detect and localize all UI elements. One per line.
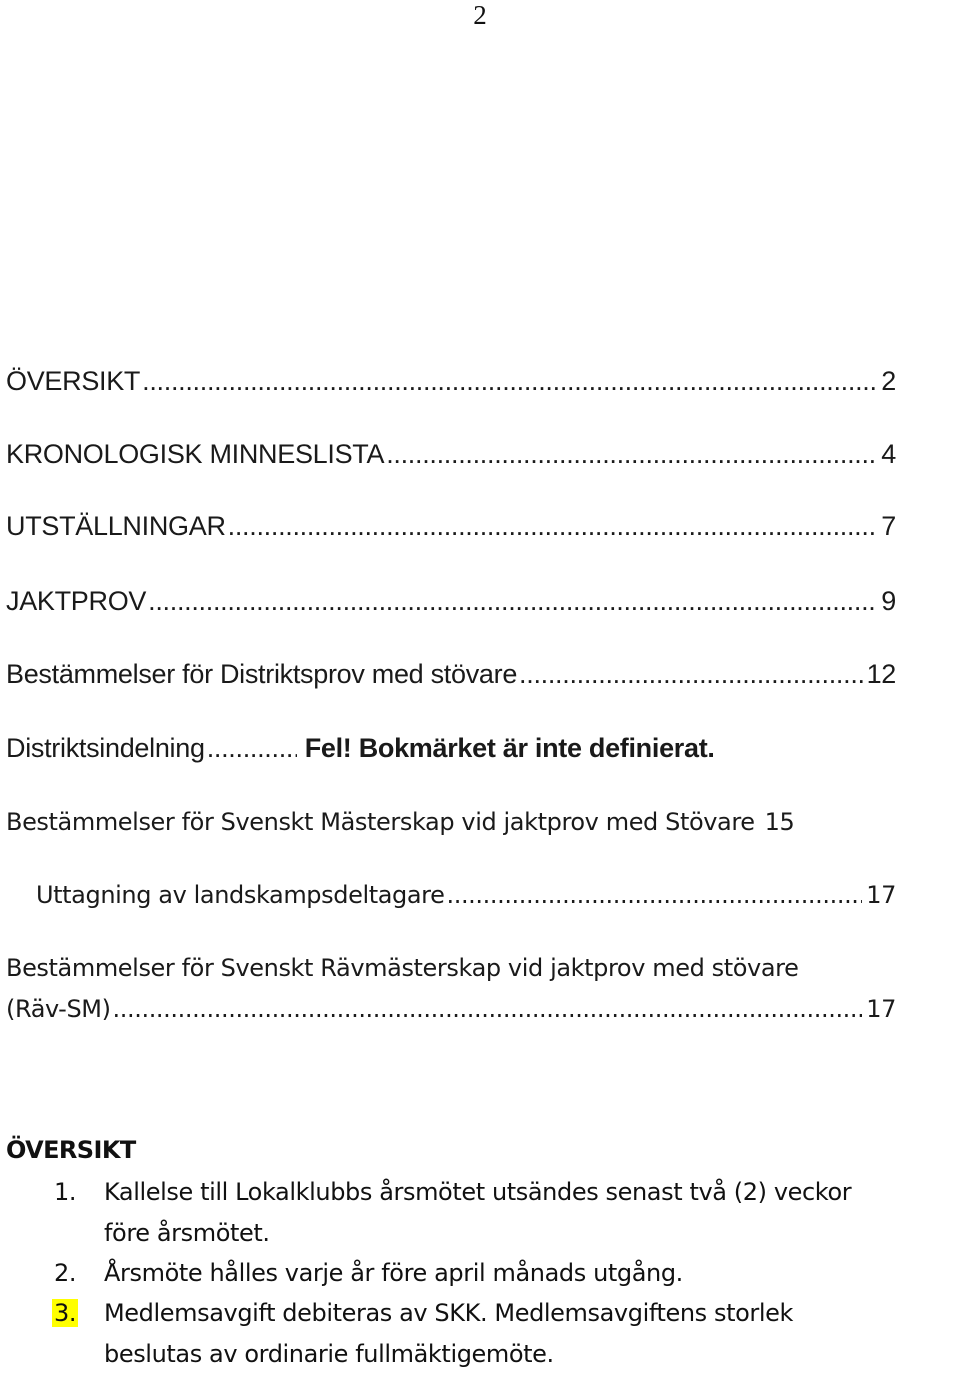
highlighted-list-item-number: 3.: [54, 1299, 77, 1327]
toc-entry-page: 7: [881, 511, 896, 541]
toc-entry-page: 17: [866, 995, 896, 1023]
list-item-text: före årsmötet.: [104, 1219, 270, 1247]
toc-entry[interactable]: [6, 511, 896, 545]
toc-entry-page: 2: [881, 366, 896, 396]
toc-leader-dots: [446, 881, 862, 909]
toc-entry-page: 17: [866, 881, 896, 909]
toc-entry[interactable]: [6, 366, 896, 400]
toc-entry[interactable]: [6, 439, 896, 473]
toc-entry[interactable]: [6, 733, 715, 767]
toc-entry[interactable]: [36, 881, 896, 915]
list-item-text: Medlemsavgift debiteras av SKK. Medlemsavgiftens storlek: [104, 1299, 793, 1327]
toc-entry[interactable]: [6, 586, 896, 620]
toc-entry-page: 15: [764, 808, 795, 836]
toc-bookmark-error: Fel! Bokmärket är inte definierat.: [304, 733, 715, 763]
toc-leader-dots: [142, 366, 877, 397]
toc-entry-title: KRONOLOGISK MINNESLISTA: [6, 439, 385, 469]
list-item-number: 1.: [54, 1178, 77, 1206]
toc-leader-dots: [207, 733, 297, 764]
toc-leader-dots: [519, 659, 863, 690]
toc-entry-title: Distriktsindelning: [6, 733, 205, 763]
toc-entry-title: Bestämmelser för Distriktsprov med stövare: [6, 659, 518, 689]
toc-entry-title: Uttagning av landskampsdeltagare: [36, 881, 445, 909]
toc-leader-dots: [386, 439, 877, 470]
toc-entry-continuation: [6, 995, 896, 1029]
toc-entry-title: Bestämmelser för Svenskt Mästerskap vid jaktprov med Stövare: [6, 808, 755, 836]
toc-entry-page: 9: [881, 586, 896, 616]
list-item-number: 2.: [54, 1259, 77, 1287]
toc-entry-title: ÖVERSIKT: [6, 366, 141, 396]
toc-entry-page: 4: [881, 439, 896, 469]
page-number: 2: [473, 0, 487, 30]
toc-entry-title: Bestämmelser för Svenskt Rävmästerskap vid jaktprov med stövare: [6, 954, 799, 982]
list-item-text: Kallelse till Lokalklubbs årsmötet utsändes senast två (2) veckor: [104, 1178, 852, 1206]
toc-entry[interactable]: [6, 808, 896, 842]
section-heading: ÖVERSIKT: [6, 1136, 136, 1164]
toc-entry-page: 12: [866, 659, 896, 689]
toc-entry[interactable]: [6, 659, 896, 693]
toc-leader-dots: [228, 511, 878, 542]
toc-leader-dots: [148, 586, 877, 617]
toc-leader-dots: [113, 995, 863, 1023]
toc-entry-title-continued: (Räv-SM): [6, 995, 111, 1023]
list-item-text: Årsmöte hålles varje år före april månads utgång.: [104, 1259, 683, 1287]
list-item-text: beslutas av ordinarie fullmäktigemöte.: [104, 1340, 554, 1368]
toc-entry-title: JAKTPROV: [6, 586, 147, 616]
toc-entry-title: UTSTÄLLNINGAR: [6, 511, 226, 541]
